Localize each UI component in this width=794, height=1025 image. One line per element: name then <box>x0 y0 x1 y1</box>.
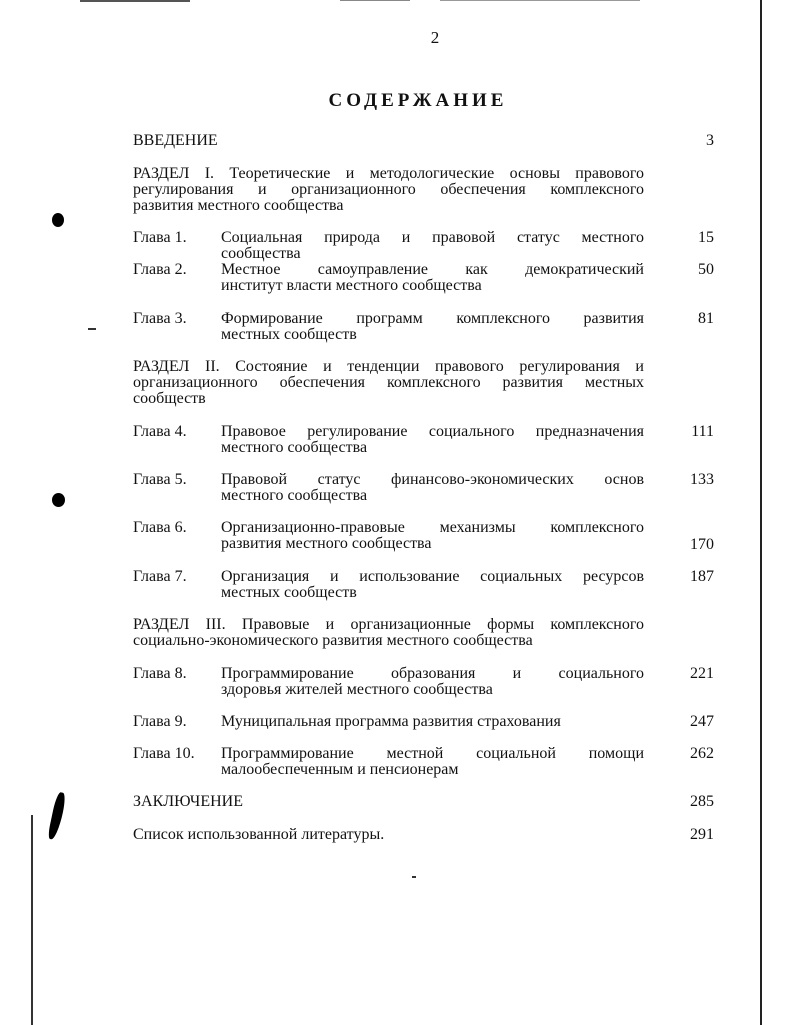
toc-bibliography-label: Список использованной литературы. <box>133 826 385 843</box>
chapter-title <box>221 714 644 730</box>
chapter-line: институт власти местного сообщества <box>221 277 482 294</box>
toc-intro-page: 3 <box>706 132 714 149</box>
toc-intro-label: ВВЕДЕНИЕ <box>133 132 218 149</box>
chapter-line: местного сообщества <box>221 439 368 456</box>
scan-speck <box>412 876 416 878</box>
page-number: 2 <box>430 28 440 47</box>
scan-edge <box>31 815 33 1025</box>
scan-edge <box>760 0 762 1025</box>
chapter-title <box>221 262 644 294</box>
chapter-page: 50 <box>698 261 714 278</box>
chapter-page: 170 <box>690 536 714 553</box>
chapter-line: Муниципальная программа развития страхования <box>221 713 561 730</box>
chapter-line: местных сообществ <box>221 326 357 343</box>
toc-conclusion-page: 285 <box>690 793 714 810</box>
chapter-line: малообеспеченным и пенсионерам <box>221 761 459 778</box>
section-line: РАЗДЕЛ I. Теоретические и методологические основы правового <box>133 165 644 182</box>
chapter-title <box>221 520 644 552</box>
ink-blot <box>52 493 65 507</box>
chapter-page: 133 <box>690 471 714 488</box>
chapter-line: сообщества <box>221 245 301 262</box>
scan-speck <box>88 328 96 330</box>
chapter-label: Глава 5. <box>133 471 187 488</box>
scan-artifact <box>340 0 410 1</box>
scan-artifact <box>80 0 190 2</box>
chapter-line: развития местного сообщества <box>221 535 432 552</box>
chapter-line: Организационно-правовые механизмы комплексного <box>221 519 644 536</box>
section-line: организационного обеспечения комплексного развития местных <box>133 374 644 391</box>
chapter-line: здоровья жителей местного сообщества <box>221 681 493 698</box>
chapter-title <box>221 472 644 504</box>
ink-blot <box>52 213 64 227</box>
chapter-line: Организация и использование социальных ресурсов <box>221 568 644 585</box>
chapter-label: Глава 3. <box>133 310 187 327</box>
chapter-label: Глава 6. <box>133 519 187 536</box>
chapter-line: Формирование программ комплексного развития <box>221 310 644 327</box>
chapter-line: местного сообщества <box>221 487 368 504</box>
chapter-page: 262 <box>690 745 714 762</box>
chapter-title <box>221 424 644 456</box>
chapter-title <box>221 746 644 778</box>
section-line: РАЗДЕЛ II. Состояние и тенденции правового регулирования и <box>133 358 644 375</box>
chapter-label: Глава 8. <box>133 665 187 682</box>
chapter-label: Глава 9. <box>133 713 187 730</box>
chapter-line: Программирование образования и социального <box>221 665 644 682</box>
chapter-page: 187 <box>690 568 714 585</box>
chapter-label: Глава 4. <box>133 423 187 440</box>
toc-conclusion-label: ЗАКЛЮЧЕНИЕ <box>133 793 243 810</box>
chapter-page: 221 <box>690 665 714 682</box>
chapter-label: Глава 2. <box>133 261 187 278</box>
chapter-line: Правовое регулирование социального предназначения <box>221 423 644 440</box>
chapter-line: Местное самоуправление как демократический <box>221 261 644 278</box>
chapter-label: Глава 10. <box>133 745 195 762</box>
section-line: сообществ <box>133 390 206 407</box>
chapter-label: Глава 1. <box>133 229 187 246</box>
chapter-page: 81 <box>698 310 714 327</box>
chapter-page: 247 <box>690 713 714 730</box>
chapter-line: Правовой статус финансово-экономических основ <box>221 471 644 488</box>
chapter-line: Социальная природа и правовой статус местного <box>221 229 644 246</box>
toc-bibliography-page: 291 <box>690 826 714 843</box>
page-title: СОДЕРЖАНИЕ <box>328 90 508 111</box>
section-line: социально-экономического развития местного сообщества <box>133 632 533 649</box>
chapter-title <box>221 230 644 262</box>
chapter-page: 15 <box>698 229 714 246</box>
chapter-title <box>221 569 644 601</box>
chapter-title <box>221 311 644 343</box>
section-line: развития местного сообщества <box>133 197 344 214</box>
chapter-page: 111 <box>691 423 714 440</box>
chapter-line: Программирование местной социальной помощи <box>221 745 644 762</box>
scan-artifact <box>440 0 640 1</box>
ink-blot <box>47 791 67 840</box>
section-line: РАЗДЕЛ III. Правовые и организационные формы комплексного <box>133 616 644 633</box>
section-line: регулирования и организационного обеспечения комплексного <box>133 181 644 198</box>
chapter-title <box>221 666 644 698</box>
chapter-line: местных сообществ <box>221 584 357 601</box>
chapter-label: Глава 7. <box>133 568 187 585</box>
